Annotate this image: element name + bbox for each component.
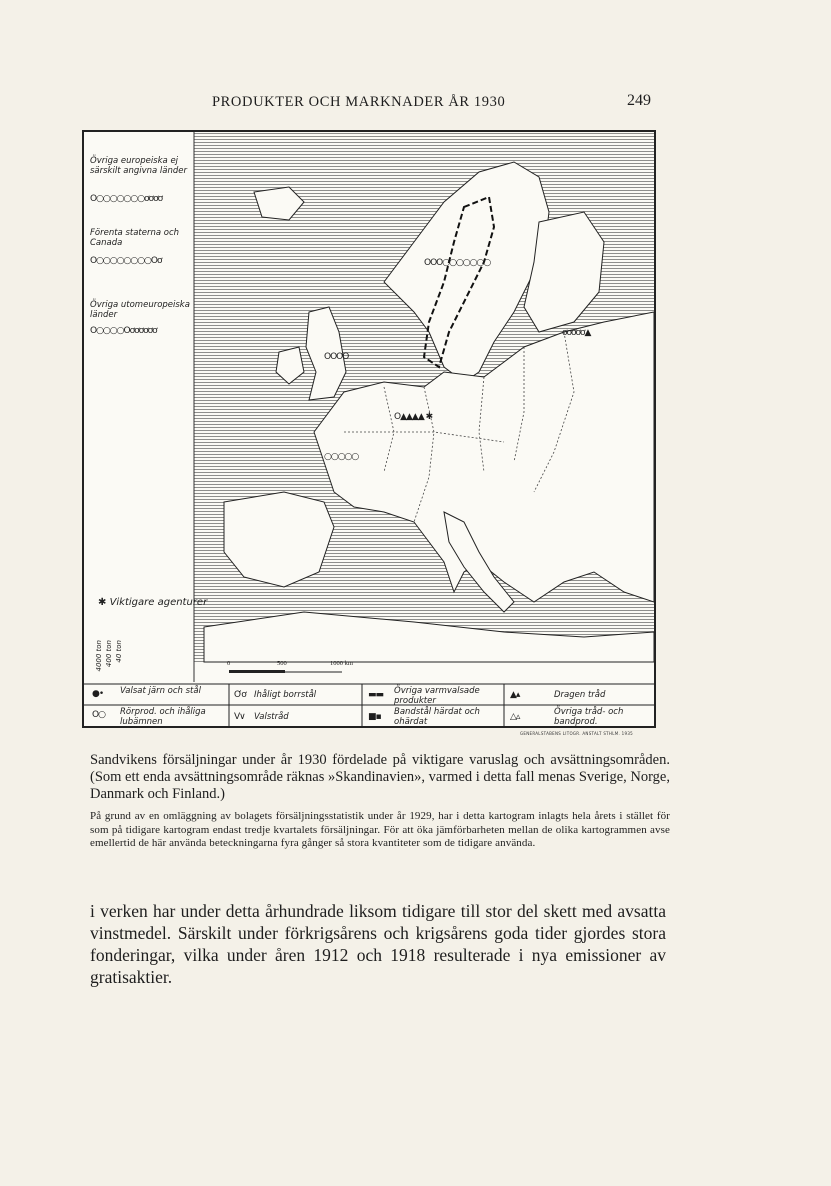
legend-other-wire-symbol: △▵	[510, 712, 520, 722]
legend-rolled-steel-symbol: ●•	[92, 689, 104, 699]
legend-hot-rolled-symbol: ▬▬	[368, 690, 384, 700]
legend-region-europe: Övriga europeiska ej särskilt angivna länder	[90, 156, 187, 176]
legend-product-wire-rod: Valstråd	[254, 712, 289, 722]
scale-bar	[229, 670, 342, 673]
running-header: PRODUKTER OCH MARKNADER ÅR 1930	[212, 94, 506, 110]
legend-hollow-steel-symbol: Ơơ	[234, 690, 246, 700]
legend-drawn-wire-symbol: ▲▴	[510, 690, 520, 700]
legend-wire-rod-symbol: V∨	[234, 712, 245, 722]
map-caption: Sandvikens försäljningar under år 1930 fördelade på viktigare varuslag och avsättningsområden. (Som ett enda avsättningsområde räknas »Skandinavien», varmed i detta fall menas Sverige, Norge, Danmark och Finland.)	[90, 752, 670, 802]
europe-map-drawing	[84, 132, 654, 726]
legend-strip-steel-symbol: ■▪	[368, 712, 381, 722]
tonnage-label-3: 40 ton	[115, 640, 123, 663]
land-iberia	[224, 492, 334, 587]
britain-symbols: OOOO	[324, 352, 349, 362]
map-imprint: GENERALSTABENS LITOGR. ANSTALT STHLM. 1935	[520, 731, 634, 736]
tonnage-label-2: 400 ton	[105, 640, 113, 668]
legend-product-hollow-drill-steel: Ihåligt borrstål	[254, 690, 317, 700]
france-symbols: ○○○○○	[324, 452, 359, 462]
legend-region-usa-symbols: O○○○○○○○○Oơ	[90, 256, 162, 266]
legend-product-hot-rolled: Övriga varmvalsade produkter	[394, 686, 480, 706]
legend-product-strip-steel: Bandstål härdat och ohärdat	[394, 707, 480, 727]
legend-region-usa: Förenta staterna och Canada	[90, 228, 180, 248]
legend-region-europe-symbols: O○○○○○○○ơơơơ	[90, 194, 163, 204]
legend-product-other-wire: Övriga tråd- och bandprod.	[554, 707, 624, 727]
cartogram-map	[82, 130, 656, 728]
agents-legend: ✱ Viktigare agenturer	[98, 597, 208, 608]
scale-end: 1000 km	[330, 660, 353, 667]
scale-mid: 500	[277, 660, 287, 667]
agents-label: Viktigare agenturer	[109, 597, 208, 608]
legend-product-tube: Rörprod. och ihåliga lubämnen	[120, 707, 206, 727]
scale-zero: 0	[227, 660, 231, 667]
scandinavia-symbols: OOO○○○○○○○	[424, 258, 491, 268]
legend-product-drawn-wire: Dragen tråd	[554, 690, 606, 700]
russia-symbols: ơơơơơ▲	[562, 328, 591, 338]
legend-product-rolled-steel: Valsat järn och stål	[120, 686, 201, 696]
legend-region-other-symbols: O○○○○Oơơơơơơ	[90, 326, 157, 336]
legend-region-other: Övriga utomeuropeiska länder	[90, 300, 190, 320]
body-paragraph: i verken har under detta århundrade liksom tidigare till stor del skett med avsatta vinstmedel. Särskilt under förkrigsårens och krigsårens goda tider gjordes stora fonderingar, vilka under åren 1912 och 1918 resulterade i nya emissioner av gratisaktier.	[90, 901, 666, 987]
germany-symbols: O▲▲▲▲ ✱	[394, 412, 433, 422]
legend-tube-symbol: O○	[92, 710, 105, 720]
page-number: 249	[627, 92, 651, 109]
map-note: På grund av en omläggning av bolagets försäljningsstatistik under år 1929, har i detta kartogram inlagts hela årets i stället för som på tidigare kartogram endast tredje kvartalets försäljningar. För att öka jämförbarheten mellan de olika kartogrammen avse emellertid de här använda beteckningarna fyra gånger så stora kvantiteter som de tidigare använda.	[90, 810, 670, 849]
tonnage-label-1: 4000 ton	[95, 640, 103, 672]
